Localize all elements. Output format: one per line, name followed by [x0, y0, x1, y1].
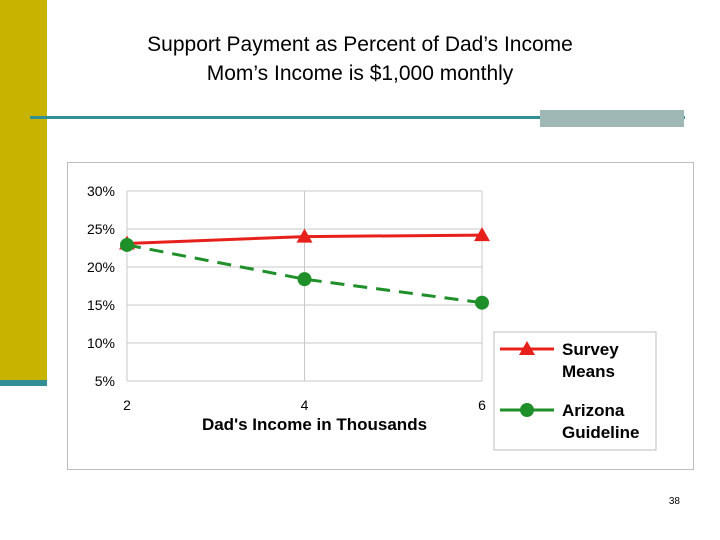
arizona-guideline-legend-label-2: Guideline — [562, 423, 640, 442]
y-tick-label: 25% — [86, 221, 115, 237]
chart-frame — [67, 162, 694, 470]
y-tick-label: 5% — [94, 373, 115, 389]
title-divider-block — [540, 110, 684, 127]
y-tick-label: 20% — [86, 259, 115, 275]
arizona-guideline-point — [475, 296, 489, 310]
survey-means-legend-label-1: Survey — [562, 340, 619, 359]
y-tick-label: 10% — [86, 335, 115, 351]
x-axis-title: Dad's Income in Thousands — [201, 415, 428, 434]
slide-title-line-2: Mom’s Income is $1,000 monthly — [206, 62, 514, 85]
slide-title — [40, 30, 680, 88]
line-chart — [68, 163, 695, 471]
legend — [494, 332, 656, 450]
axis-layer — [87, 183, 486, 434]
accent-side-bar-base — [0, 380, 47, 386]
x-tick-label: 2 — [123, 397, 131, 413]
survey-means-legend-label-2: Means — [562, 362, 615, 381]
arizona-guideline-point — [298, 272, 312, 286]
x-tick-label: 6 — [478, 397, 486, 413]
slide-title-line-1: Support Payment as Percent of Dad’s Income — [147, 33, 573, 56]
y-tick-label: 30% — [86, 183, 115, 199]
page-number: 38 — [668, 496, 680, 507]
arizona-guideline-legend-label-1: Arizona — [562, 401, 625, 420]
x-tick-label: 4 — [300, 397, 309, 413]
arizona-guideline-legend-marker — [520, 403, 534, 417]
arizona-guideline-point — [120, 238, 134, 252]
y-tick-label: 15% — [86, 297, 115, 313]
